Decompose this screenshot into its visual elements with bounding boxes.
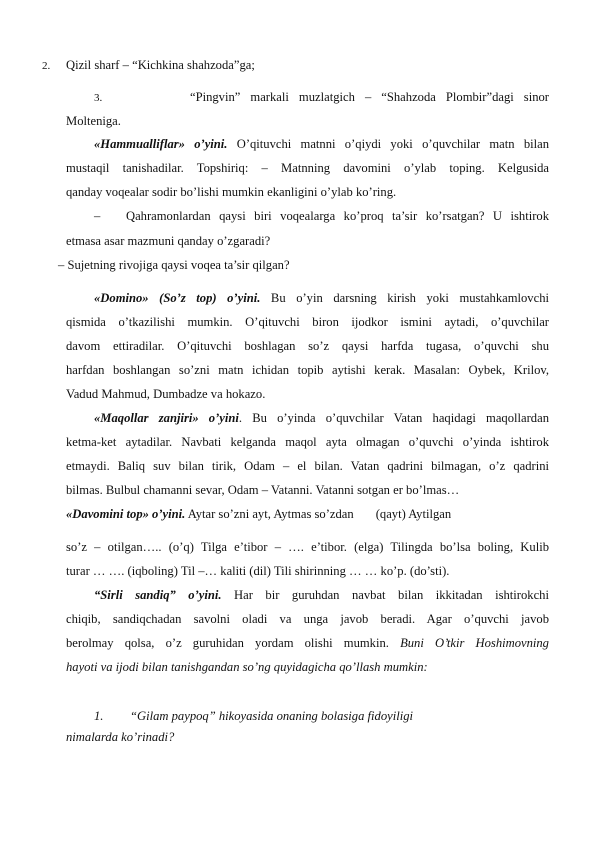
paragraph-line: chiqib, sandiqchadan savolni oladi va unga javob beradi. Agar o’quvchi javob: [66, 612, 549, 626]
paragraph-line: harfdan boshlangan so’zni matn ichidan topib aytishi kerak. Masalan: Oybek, Krilov,: [66, 363, 549, 377]
paragraph-line: Molteniga.: [66, 114, 121, 128]
paragraph-line: qismida o’tkazilishi mumkin. O’qituvchi biron ijodkor ismini aytadi, o’quvchilar: [66, 315, 549, 329]
paragraph-line: davom ettiradilar. O’qituvchi boshlagan so’z qaysi harfda tugasa, o’quvchi shu: [66, 339, 549, 353]
paragraph-line: etmasa asar mazmuni qanday o’zgaradi?: [66, 234, 271, 248]
list-number: 1.: [94, 709, 104, 723]
game-title: «Domino» (So’z top) o’yini.: [94, 291, 261, 305]
paragraph-text: Har bir guruhdan navbat bilan ikkitadan ishtirokchi: [221, 588, 549, 602]
paragraph-line: bilmas. Bulbul chamanni sevar, Odam – Vatanni. Vatanni sotgan er bo’lmas…: [66, 483, 460, 497]
paragraph-text: berolmay qolsa, o’z guruhidan yordam olishi mumkin.: [66, 636, 401, 650]
game-title: «Hammualliflar» o’yini.: [94, 137, 228, 151]
paragraph-line: [94, 410, 549, 426]
list-number: 2.: [42, 60, 51, 72]
paragraph-line: turar … …. (iqboling) Til –… kaliti (dil) Tili shirinning … … ko’p. (do’sti).: [66, 564, 450, 578]
game-title: “Sirli sandiq” o’yini.: [94, 588, 222, 602]
paragraph-line: qanday voqealar sodir bo’lishi mumkin ekanligini o’ylab ko’ring.: [66, 185, 397, 199]
question-text: nimalarda ko’rinadi?: [66, 730, 175, 744]
paragraph-line: [66, 635, 549, 651]
paragraph-line: – Sujetning rivojiga qaysi voqea ta’sir qilgan?: [58, 258, 290, 272]
paragraph-line: Qahramonlardan qaysi biri voqealarga ko’proq ta’sir ko’rsatgan? U ishtirok: [126, 209, 549, 223]
paragraph-text: Bu o’yin darsning kirish yoki mustahkamlovchi: [260, 291, 549, 305]
paragraph-italic-text: Buni O’tkir Hoshimovning: [400, 636, 549, 650]
paragraph-line: etmaydi. Baliq suv bilan tirik, Odam – el bilan. Vatan qadrini bilmagan, o’z qadrini: [66, 459, 549, 473]
game-title: «Maqollar zanjiri» o’yini: [94, 411, 239, 425]
paragraph-text: Aytar so’zni ayt, Aytmas so’zdan (qayt) Aytilgan: [185, 507, 452, 521]
paragraph-line: so’z – otilgan….. (o’q) Tilga e’tibor – …. e’tibor. (elga) Tilingda bo’lsa boling, Kulib: [66, 540, 549, 554]
list-item-text: Qizil sharf – “Kichkina shahzoda”ga;: [66, 58, 255, 72]
paragraph-line: [94, 290, 549, 306]
game-title: «Davomini top» o’yini.: [66, 507, 186, 521]
question-text: “Gilam paypoq” hikoyasida onaning bolasiga fidoyiligi: [130, 709, 414, 723]
paragraph-line: [66, 506, 451, 522]
dash-bullet: –: [94, 209, 101, 223]
paragraph-line: mustaqil tanishadilar. Topshiriq: – Matnning davomini o’ylab toping. Kelgusida: [66, 161, 549, 175]
paragraph-line: Vadud Mahmud, Dumbadze va hokazo.: [66, 387, 266, 401]
paragraph-line: ketma-ket aytadilar. Navbati kelganda maqol ayta olmagan o’quvchi o’yinda ishtirok: [66, 435, 549, 449]
paragraph-line: [94, 587, 549, 603]
paragraph-line: [94, 136, 549, 152]
list-item-text: “Pingvin” markali muzlatgich – “Shahzoda Plombir”dagi sinor: [190, 90, 549, 104]
paragraph-text: . Bu o’yinda o’quvchilar Vatan haqidagi maqollardan: [238, 411, 549, 425]
paragraph-text: O’qituvchi matnni o’qiydi yoki o’quvchilar matn bilan: [227, 137, 549, 151]
list-number: 3.: [94, 92, 103, 104]
paragraph-line: hayoti va ijodi bilan tanishgandan so’ng quyidagicha qo’llash mumkin:: [66, 660, 428, 674]
